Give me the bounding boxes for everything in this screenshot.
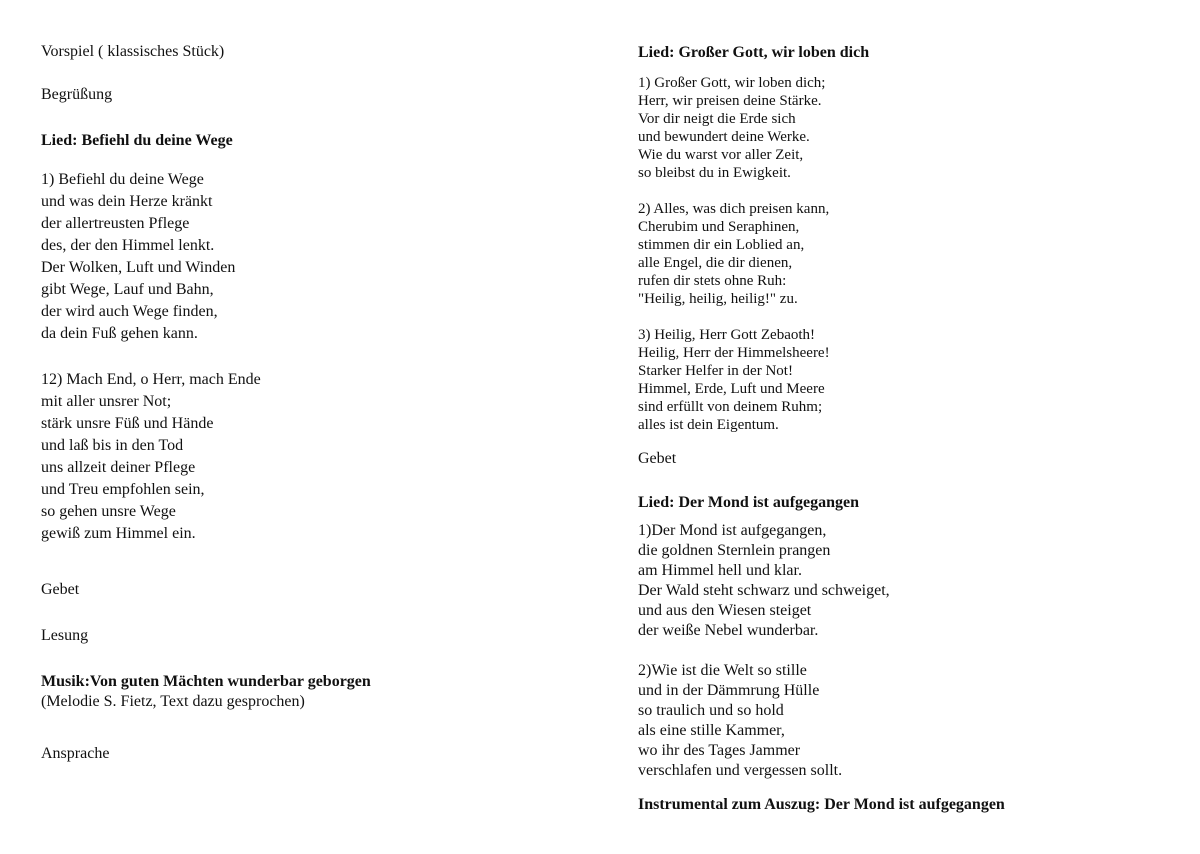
ansprache-text: Ansprache: [41, 745, 110, 762]
lied3-verse2: [638, 661, 842, 781]
verse-line: der wird auch Wege finden,: [41, 303, 218, 320]
vorspiel-text: Vorspiel ( klassisches Stück): [41, 43, 225, 60]
lied3-title: Lied: Der Mond ist aufgegangen: [638, 494, 860, 511]
gebet-text-left: Gebet: [41, 581, 80, 598]
verse-line: so bleibst du in Ewigkeit.: [638, 165, 791, 181]
verse-line: uns allzeit deiner Pflege: [41, 459, 196, 476]
verse-line: und was dein Herze kränkt: [41, 193, 213, 210]
verse-line: sind erfüllt von deinem Ruhm;: [638, 399, 823, 415]
lied1-title: Lied: Befiehl du deine Wege: [41, 132, 233, 149]
verse-line: 12) Mach End, o Herr, mach Ende: [41, 371, 261, 388]
verse-line: und laß bis in den Tod: [41, 437, 184, 454]
verse-line: Herr, wir preisen deine Stärke.: [638, 93, 822, 109]
verse-line: Starker Helfer in der Not!: [638, 363, 793, 379]
musik-note: (Melodie S. Fietz, Text dazu gesprochen): [41, 693, 305, 710]
musik-title: Musik:Von guten Mächten wunderbar geborgen: [41, 673, 371, 690]
verse-line: stärk unsre Füß und Hände: [41, 415, 214, 432]
verse-line: die goldnen Sternlein prangen: [638, 542, 831, 559]
verse-line: 1)Der Mond ist aufgegangen,: [638, 522, 827, 539]
gebet-text-right: Gebet: [638, 450, 677, 467]
verse-line: gewiß zum Himmel ein.: [41, 525, 196, 542]
verse-line: alles ist dein Eigentum.: [638, 417, 779, 433]
verse-line: der allertreusten Pflege: [41, 215, 190, 232]
verse-line: am Himmel hell und klar.: [638, 562, 802, 579]
verse-line: 1) Befiehl du deine Wege: [41, 171, 204, 188]
lied2-verse2: [638, 200, 829, 308]
verse-line: und aus den Wiesen steiget: [638, 602, 812, 619]
instrumental-title: Instrumental zum Auszug: Der Mond ist aufgegangen: [638, 796, 1005, 813]
lied1-verse12: [41, 369, 261, 545]
lied2-title: Lied: Großer Gott, wir loben dich: [638, 44, 870, 61]
verse-line: da dein Fuß gehen kann.: [41, 325, 198, 342]
verse-line: mit aller unsrer Not;: [41, 393, 172, 410]
begruessung-text: Begrüßung: [41, 86, 113, 103]
verse-line: Der Wolken, Luft und Winden: [41, 259, 236, 276]
verse-line: 1) Großer Gott, wir loben dich;: [638, 75, 826, 91]
verse-line: "Heilig, heilig, heilig!" zu.: [638, 291, 798, 307]
verse-line: 3) Heilig, Herr Gott Zebaoth!: [638, 327, 816, 343]
lied2-verse3: [638, 326, 830, 434]
verse-line: der weiße Nebel wunderbar.: [638, 622, 819, 639]
verse-line: rufen dir stets ohne Ruh:: [638, 273, 787, 289]
verse-line: 2) Alles, was dich preisen kann,: [638, 201, 830, 217]
verse-line: Himmel, Erde, Luft und Meere: [638, 381, 825, 397]
verse-line: so gehen unsre Wege: [41, 503, 176, 520]
verse-line: verschlafen und vergessen sollt.: [638, 762, 843, 779]
verse-line: Heilig, Herr der Himmelsheere!: [638, 345, 830, 361]
verse-line: Cherubim und Seraphinen,: [638, 219, 800, 235]
verse-line: des, der den Himmel lenkt.: [41, 237, 215, 254]
verse-line: als eine stille Kammer,: [638, 722, 785, 739]
verse-line: wo ihr des Tages Jammer: [638, 742, 801, 759]
verse-line: alle Engel, die dir dienen,: [638, 255, 793, 271]
lied1-verse1: [41, 169, 235, 345]
verse-line: Vor dir neigt die Erde sich: [638, 111, 796, 127]
lied3-verse1: [638, 521, 890, 641]
verse-line: und Treu empfohlen sein,: [41, 481, 205, 498]
verse-line: und in der Dämmrung Hülle: [638, 682, 820, 699]
verse-line: Wie du warst vor aller Zeit,: [638, 147, 804, 163]
verse-line: so traulich und so hold: [638, 702, 784, 719]
verse-line: 2)Wie ist die Welt so stille: [638, 662, 807, 679]
verse-line: und bewundert deine Werke.: [638, 129, 810, 145]
verse-line: stimmen dir ein Loblied an,: [638, 237, 805, 253]
lied2-verse1: [638, 74, 825, 182]
verse-line: Der Wald steht schwarz und schweiget,: [638, 582, 890, 599]
lesung-text: Lesung: [41, 627, 89, 644]
verse-line: gibt Wege, Lauf und Bahn,: [41, 281, 214, 298]
